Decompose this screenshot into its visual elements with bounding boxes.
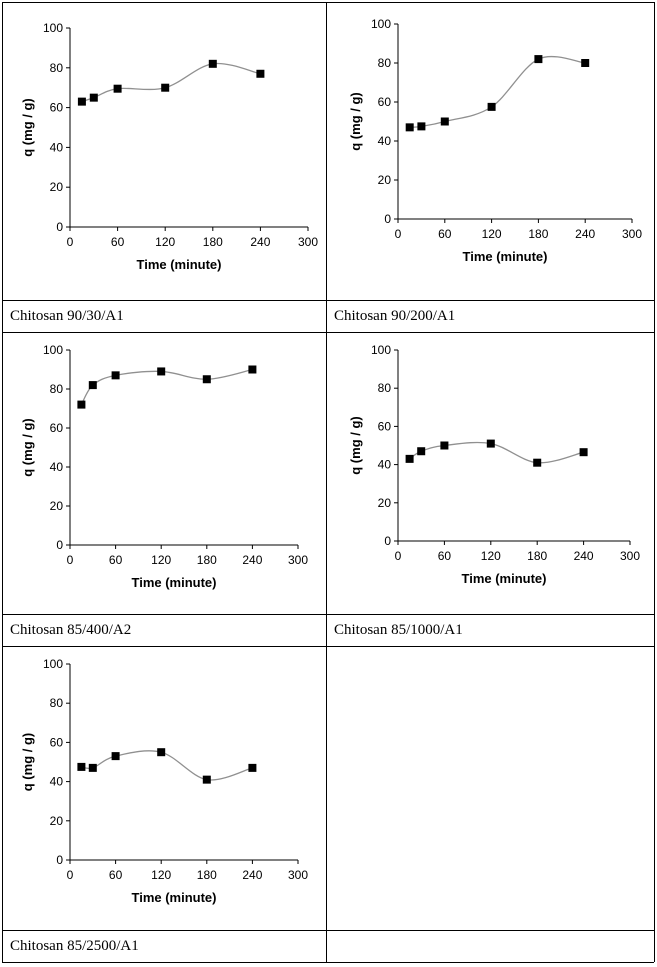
x-axis-label: Time (minute) bbox=[131, 890, 217, 905]
data-point-marker bbox=[112, 752, 120, 760]
y-tick-label: 100 bbox=[42, 343, 63, 357]
y-tick-label: 80 bbox=[377, 56, 391, 70]
data-point-marker bbox=[203, 375, 211, 383]
y-tick-label: 40 bbox=[49, 140, 63, 155]
x-tick-label: 120 bbox=[480, 549, 501, 563]
data-point-marker bbox=[209, 60, 217, 68]
data-point-marker bbox=[487, 440, 495, 448]
caption-cell-2: Chitosan 90/200/A1 bbox=[334, 308, 456, 324]
x-tick-label: 240 bbox=[573, 549, 594, 563]
x-tick-label: 300 bbox=[287, 868, 309, 882]
y-tick-label: 20 bbox=[377, 173, 391, 187]
table-rule bbox=[2, 332, 654, 333]
y-tick-label: 60 bbox=[49, 421, 63, 435]
x-tick-label: 240 bbox=[242, 868, 263, 882]
y-axis-label: q (mg / g) bbox=[348, 92, 363, 151]
table-divider bbox=[326, 2, 327, 962]
y-tick-label: 40 bbox=[49, 774, 63, 789]
caption-cell-4: Chitosan 85/1000/A1 bbox=[334, 622, 463, 638]
data-point-marker bbox=[89, 764, 97, 772]
data-point-marker bbox=[581, 59, 589, 67]
data-point-marker bbox=[417, 447, 425, 455]
y-tick-label: 0 bbox=[56, 538, 63, 552]
data-point-marker bbox=[580, 448, 588, 456]
y-tick-label: 60 bbox=[377, 419, 391, 434]
chart-chitosan-90-200-a1 bbox=[336, 8, 646, 288]
data-point-marker bbox=[406, 123, 414, 131]
table-border-left bbox=[2, 2, 3, 962]
x-tick-label: 240 bbox=[242, 553, 263, 567]
data-point-marker bbox=[203, 776, 211, 784]
y-axis-label: q (mg / g) bbox=[20, 98, 35, 157]
data-point-marker bbox=[248, 366, 256, 374]
data-point-marker bbox=[114, 85, 122, 93]
x-tick-label: 0 bbox=[66, 553, 74, 567]
y-tick-label: 80 bbox=[49, 60, 63, 75]
caption-cell-3: Chitosan 85/400/A2 bbox=[10, 622, 132, 638]
y-tick-label: 20 bbox=[377, 495, 391, 510]
y-tick-label: 100 bbox=[42, 657, 63, 671]
y-axis-label: q (mg / g) bbox=[20, 418, 35, 477]
x-tick-label: 180 bbox=[528, 227, 549, 241]
caption-cell-1: Chitosan 90/30/A1 bbox=[10, 308, 124, 324]
x-tick-label: 180 bbox=[527, 549, 548, 563]
y-tick-label: 0 bbox=[384, 534, 391, 548]
x-axis-label: Time (minute) bbox=[136, 257, 222, 272]
x-tick-label: 240 bbox=[575, 227, 596, 241]
series-line bbox=[410, 442, 584, 462]
data-point-marker bbox=[77, 401, 85, 409]
y-tick-label: 60 bbox=[377, 95, 391, 109]
y-tick-label: 20 bbox=[49, 813, 63, 828]
data-point-marker bbox=[256, 70, 264, 78]
data-point-marker bbox=[78, 98, 86, 106]
chart-chitosan-85-2500-a1 bbox=[12, 652, 317, 922]
data-point-marker bbox=[161, 84, 169, 92]
x-tick-label: 60 bbox=[108, 868, 123, 882]
x-tick-label: 180 bbox=[196, 868, 217, 882]
x-tick-label: 60 bbox=[437, 549, 452, 563]
y-tick-label: 0 bbox=[56, 220, 63, 234]
x-tick-label: 60 bbox=[438, 227, 452, 241]
y-tick-label: 20 bbox=[49, 499, 63, 513]
x-tick-label: 180 bbox=[202, 235, 223, 249]
data-point-marker bbox=[440, 442, 448, 450]
x-tick-label: 60 bbox=[110, 235, 125, 249]
y-tick-label: 100 bbox=[370, 17, 391, 31]
y-tick-label: 0 bbox=[56, 853, 63, 867]
data-point-marker bbox=[157, 367, 165, 375]
table-rule bbox=[2, 930, 654, 931]
y-tick-label: 20 bbox=[49, 180, 63, 195]
data-point-marker bbox=[533, 459, 541, 467]
y-tick-label: 40 bbox=[377, 457, 391, 472]
y-tick-label: 80 bbox=[49, 382, 63, 396]
x-tick-label: 300 bbox=[297, 235, 319, 249]
data-point-marker bbox=[406, 455, 414, 463]
x-tick-label: 0 bbox=[66, 235, 74, 249]
data-point-marker bbox=[488, 103, 496, 111]
y-axis-label: q (mg / g) bbox=[348, 416, 363, 475]
y-axis-label: q (mg / g) bbox=[20, 732, 35, 792]
y-tick-label: 0 bbox=[384, 212, 391, 226]
y-tick-label: 80 bbox=[49, 696, 63, 711]
table-rule bbox=[2, 646, 654, 647]
x-tick-label: 180 bbox=[196, 553, 217, 567]
chart-chitosan-85-400-a2 bbox=[12, 338, 317, 606]
data-point-marker bbox=[112, 371, 120, 379]
x-axis-label: Time (minute) bbox=[131, 575, 217, 590]
x-tick-label: 120 bbox=[151, 553, 172, 567]
x-axis-label: Time (minute) bbox=[462, 249, 548, 264]
table-border-top bbox=[2, 2, 654, 3]
x-tick-label: 0 bbox=[394, 549, 402, 563]
x-tick-label: 300 bbox=[621, 227, 643, 241]
data-point-marker bbox=[534, 55, 542, 63]
x-tick-label: 0 bbox=[394, 227, 402, 241]
chart-chitosan-90-30-a1 bbox=[12, 10, 317, 290]
series-line bbox=[81, 751, 252, 780]
data-point-marker bbox=[90, 94, 98, 102]
chart-chitosan-85-1000-a1 bbox=[336, 338, 641, 606]
data-point-marker bbox=[89, 381, 97, 389]
y-tick-label: 60 bbox=[49, 100, 63, 115]
x-tick-label: 0 bbox=[66, 868, 74, 882]
x-axis-label: Time (minute) bbox=[461, 571, 547, 586]
series-line bbox=[82, 63, 261, 101]
x-tick-label: 300 bbox=[619, 549, 641, 563]
caption-cell-5: Chitosan 85/2500/A1 bbox=[10, 938, 139, 954]
y-tick-label: 100 bbox=[370, 343, 391, 357]
x-tick-label: 120 bbox=[481, 227, 502, 241]
y-tick-label: 40 bbox=[49, 460, 63, 474]
table-rule bbox=[2, 614, 654, 615]
table-border-right bbox=[654, 2, 655, 962]
x-tick-label: 60 bbox=[108, 553, 123, 567]
data-point-marker bbox=[157, 748, 165, 756]
y-tick-label: 60 bbox=[49, 735, 63, 750]
x-tick-label: 240 bbox=[250, 235, 271, 249]
y-tick-label: 80 bbox=[377, 381, 391, 396]
table-rule bbox=[2, 962, 654, 963]
data-point-marker bbox=[77, 763, 85, 771]
y-tick-label: 40 bbox=[377, 134, 391, 148]
series-line bbox=[410, 57, 586, 128]
series-line bbox=[81, 370, 252, 405]
x-tick-label: 120 bbox=[151, 868, 172, 882]
x-tick-label: 120 bbox=[155, 235, 176, 249]
table-rule bbox=[2, 300, 654, 301]
data-point-marker bbox=[441, 118, 449, 126]
data-point-marker bbox=[417, 122, 425, 130]
y-tick-label: 100 bbox=[42, 21, 63, 35]
x-tick-label: 300 bbox=[287, 553, 309, 567]
data-point-marker bbox=[248, 764, 256, 772]
